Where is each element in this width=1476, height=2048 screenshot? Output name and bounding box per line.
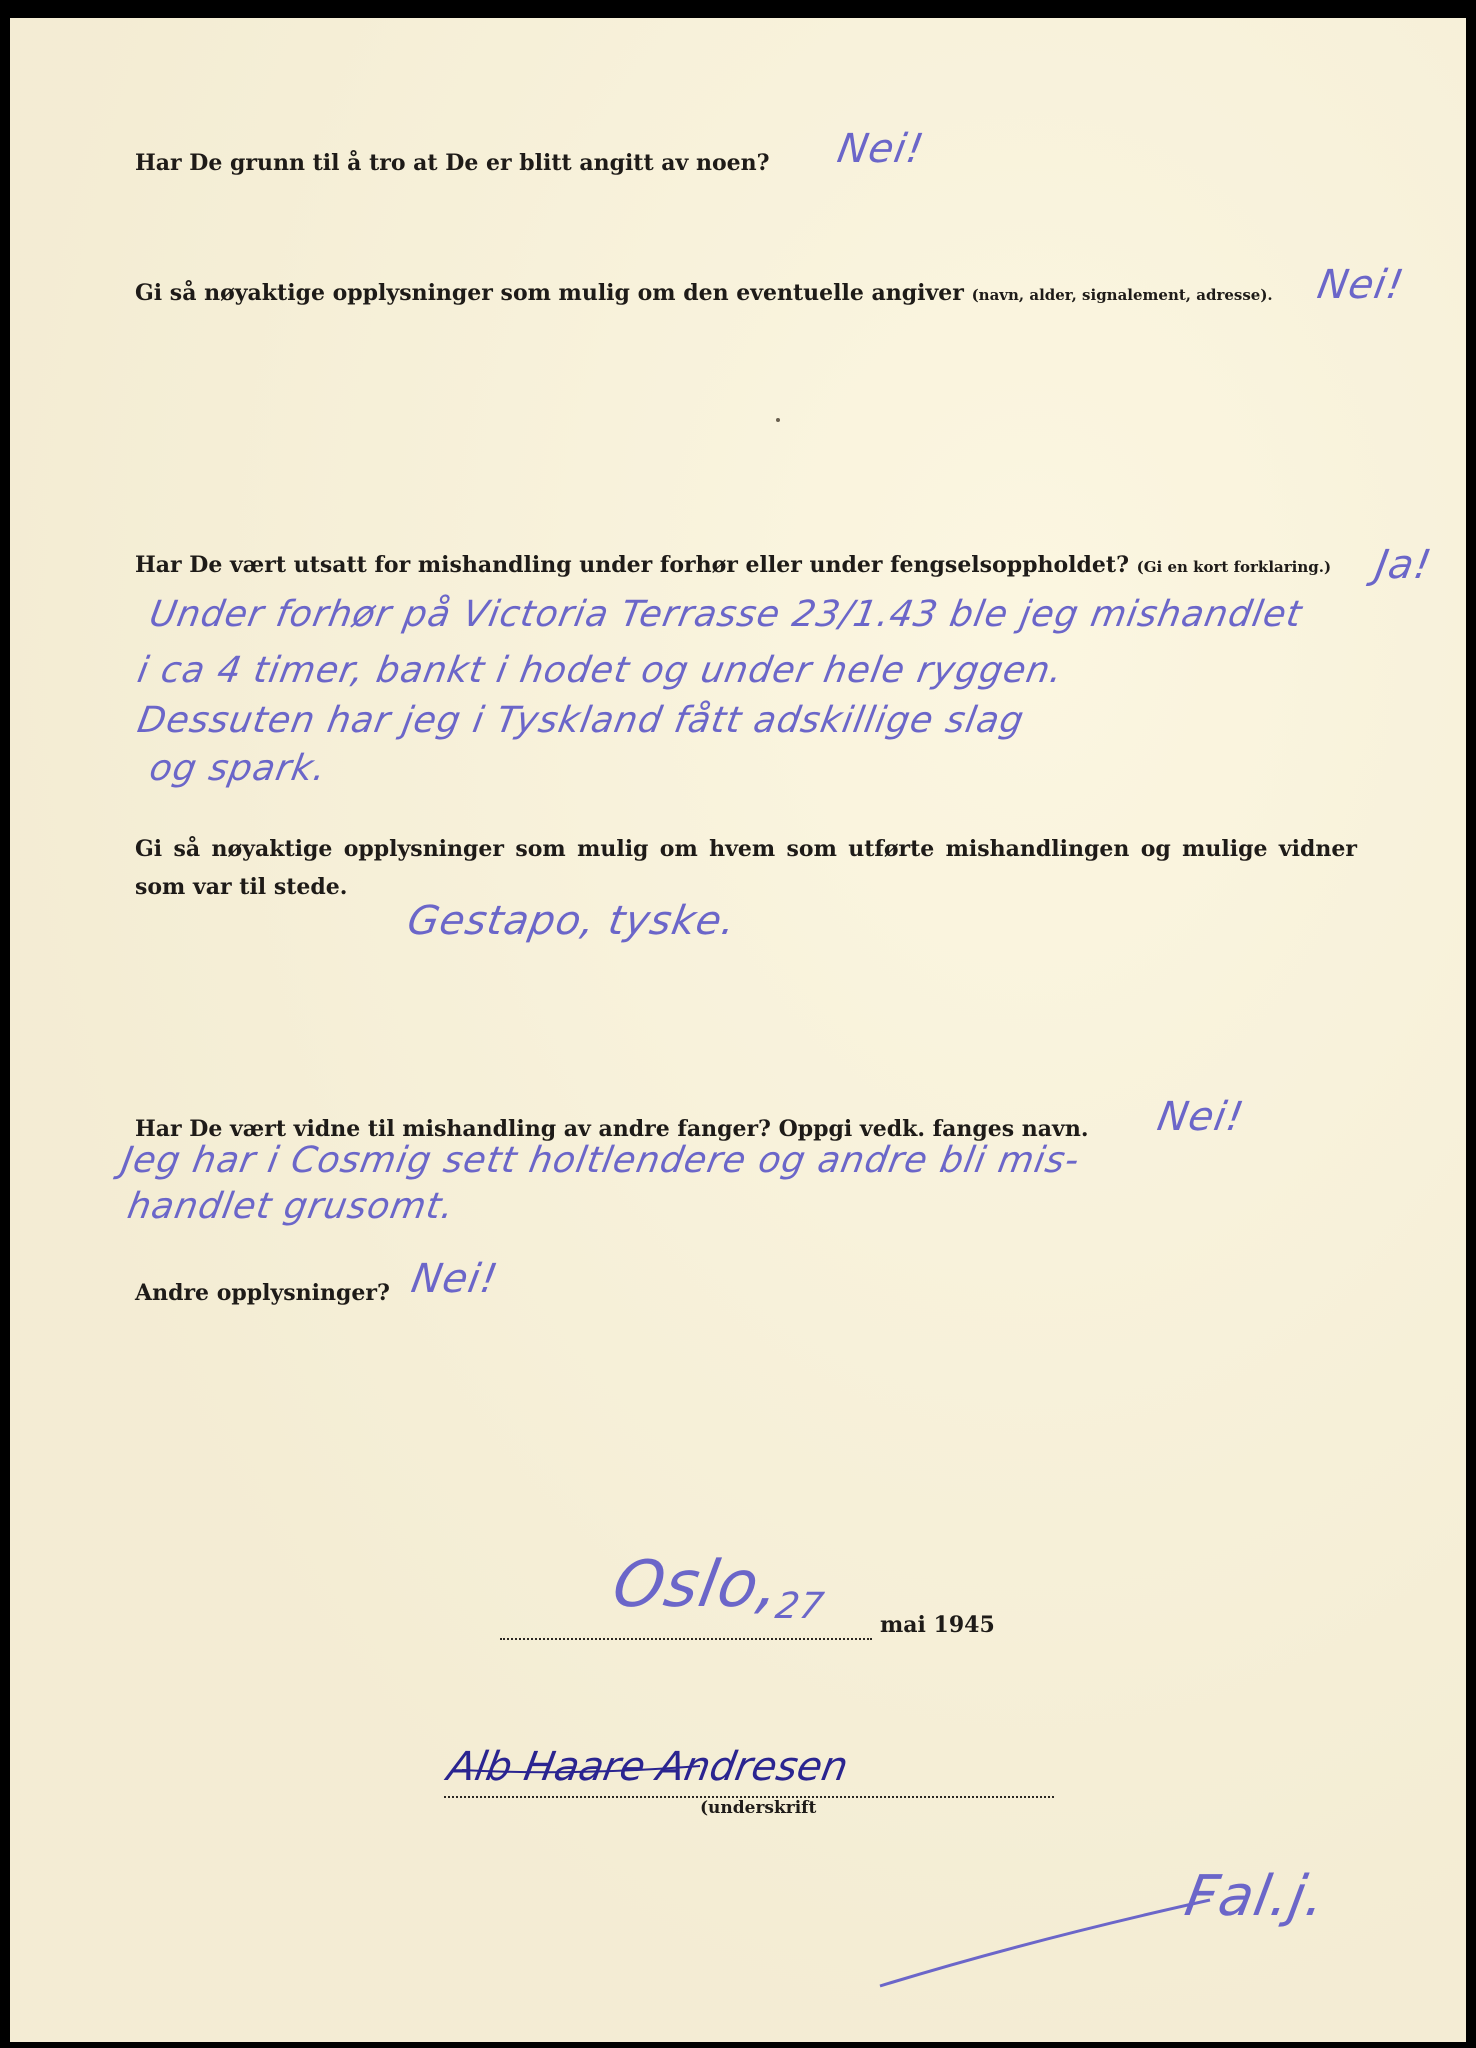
initials-annotation: Fal.j.	[1180, 1864, 1331, 1929]
answer-perpetrators: Gestapo, tyske.	[403, 898, 740, 944]
question-informant-text: Har De grunn til å tro at De er blitt angitt av noen?	[135, 150, 770, 176]
document-page	[10, 18, 1466, 2042]
place-handwritten: Oslo,	[607, 1548, 787, 1622]
ink-strokes	[10, 18, 1466, 2042]
answer-informant: Nei!	[833, 126, 928, 172]
question-informant-details-text: Gi så nøyaktige opplysninger som mulig om den eventuelle angiver	[135, 280, 964, 306]
printed-date: mai 1945	[880, 1612, 995, 1638]
answer-informant-details: Nei!	[1313, 262, 1408, 308]
answer-other-info: Nei!	[407, 1256, 502, 1302]
answer-witness-line: Jeg har i Cosmig sett holtlendere og andre bli mis-	[118, 1140, 1083, 1181]
answer-mistreatment-line: Under forhør på Victoria Terrasse 23/1.43 ble jeg mishandlet	[146, 594, 1306, 635]
question-mistreatment-note: (Gi en kort forklaring.)	[1136, 558, 1332, 576]
answer-mistreatment-line: i ca 4 timer, bankt i hodet og under hele ryggen.	[134, 650, 1067, 691]
signature-underline	[462, 1766, 700, 1772]
signature: Alb Haare Andresen	[443, 1744, 852, 1790]
question-perpetrators-text: Gi så nøyaktige opplysninger som mulig om hvem som utførte mishandlingen og mulige vidner	[135, 836, 1357, 862]
signature-caption: (underskrift	[700, 1798, 817, 1818]
question-perpetrators-text-continued: som var til stede.	[135, 874, 348, 900]
answer-mistreatment-line: og spark.	[146, 748, 330, 789]
answer-mistreatment-head: Ja!	[1371, 542, 1436, 588]
question-informant-details-note: (navn, alder, signalement, adresse).	[971, 286, 1273, 304]
question-other-info-text: Andre opplysninger?	[135, 1280, 390, 1306]
question-mistreatment-text: Har De vært utsatt for mishandling under forhør eller under fengselsoppholdet?	[135, 552, 1129, 578]
answer-witness-head: Nei!	[1153, 1094, 1248, 1140]
approval-stroke	[880, 1900, 1210, 1986]
day-handwritten: 27	[772, 1586, 828, 1627]
answer-mistreatment-line: Dessuten har jeg i Tyskland fått adskillige slag	[134, 700, 1028, 741]
question-witness-text: Har De vært vidne til mishandling av andre fanger? Oppgi vedk. fanges navn.	[135, 1116, 1089, 1142]
answer-witness-line: handlet grusomt.	[124, 1186, 458, 1227]
